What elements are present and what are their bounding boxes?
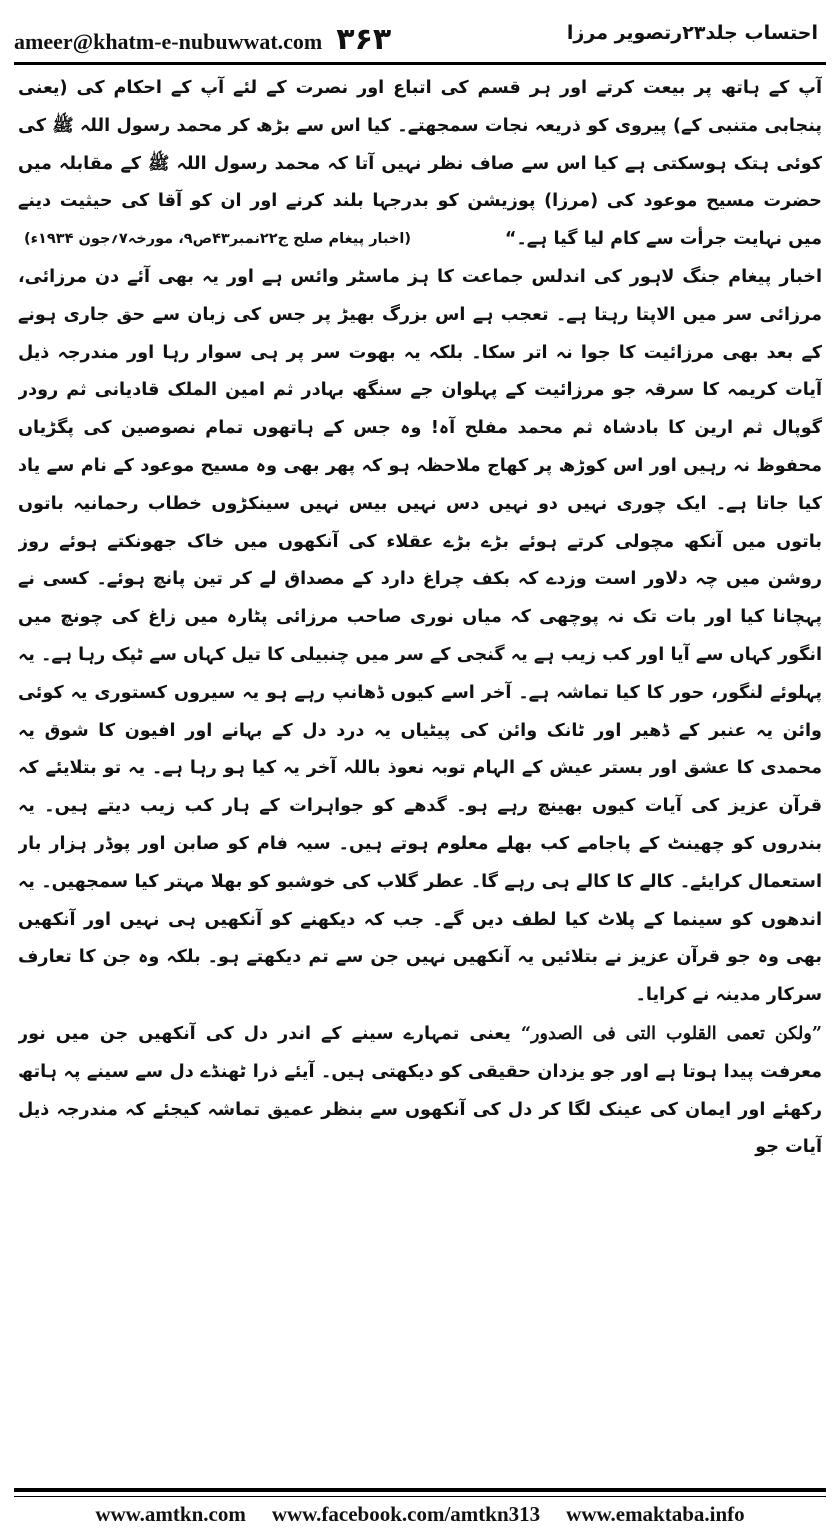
footer-link-emaktaba[interactable]: www.emaktaba.info [566,1502,745,1526]
page-number: ۳۶۳ [336,22,392,57]
footer-link-facebook[interactable]: www.facebook.com/amtkn313 [271,1502,541,1526]
page-footer [14,1488,826,1532]
book-title: احتساب جلد۲۳رتصویر مرزا [566,22,818,44]
paragraph-1-text: آپ کے ہاتھ پر بیعت کرتے اور ہر قسم کی اتباع اور نصرت کے لئے آپ کے احکام کی (یعنی پنجابی متنبی کے) پیروی کو ذریعہ نجات سمجھتے۔ کیا اس سے بڑھ کر محمد رسول اللہ ﷺ کی کوئی ہتک ہوسکتی ہے کیا اس سے صاف نظر نہیں آتا کہ محمد رسول اللہ ﷺ کے مقابلہ میں حضرت مسیح موعود کی (مرزا) پوزیشن کو بدرجہا بلند کرنے اور ان کو آقا کی حیثیت دینے میں نہایت جرأت سے کام لیا گیا ہے۔“ [18,78,822,250]
footer-divider-thin [14,1496,826,1497]
footer-links [14,1502,826,1527]
footer-divider-thick [14,1488,826,1492]
citation: (اخبار پیغام صلح ج۲۲نمبر۴۳ص۹، مورخہ۷؍جون ۱۹۳۴ء) [24,231,411,248]
header-email: ameer@khatm-e-nubuwwat.com [14,29,323,54]
footer-link-amtkn[interactable]: www.amtkn.com [95,1502,246,1526]
page-header [14,14,826,58]
paragraph-3-text: یعنی تمہارے سینے کے اندر دل کی آنکھیں جن میں نور معرفت پیدا ہوتا ہے اور جو یزدان حقیقی کو دیکھتی ہیں۔ آیئے ذرا ٹھنڈے دل سے سینے پہ ہاتھ رکھئے اور ایمان کی عینک لگا کر دل کی آنکھوں سے بنظر عمیق تماشہ کیجئے کہ مندرجہ ذیل آیات جو [18,1023,822,1158]
header-divider [14,62,826,65]
quranic-verse: ”ولکن تعمی القلوب التی فی الصدور“ [520,1022,822,1044]
paragraph-quote-continuation [18,70,822,259]
paragraph-3 [18,1015,822,1167]
header-left-group [14,22,391,57]
page-content [18,70,822,1482]
paragraph-2: اخبار پیغام جنگ لاہور کی اندلس جماعت کا ہز ماسٹر وائس ہے اور یہ بھی آئے دن مرزائی، مرزائی سر میں الاپتا رہتا ہے۔ تعجب ہے اس بزرگ بھیڑ پر جس کی زبان سے حق جاری ہونے کے بعد بھی مرزائیت کا جوا نہ اتر سکا۔ بلکہ یہ بھوت سر پر ہی سوار رہا اور مندرجہ ذیل آیات کریمہ کا سرقہ جو مرزائیت کے پہلوان جے سنگھ بہادر ثم امین الملک قادیانی ثم رودر گوپال ثم ارین کا بادشاہ ثم محمد مفلح آہ! وہ جس کے ہاتھوں تمام نصوصین کی پگڑیاں محفوظ نہ رہیں اور اس کوڑھ پر کھاج ملاحظہ ہو کہ پھر بھی وہ مسیح موعود کے نام سے یاد کیا جاتا ہے۔ ایک چوری نہیں دو نہیں دس نہیں بیس نہیں سینکڑوں خطاب رحمانیہ باتوں باتوں میں آنکھ مچولی کرتے ہوئے بڑے بڑے عقلاء کی آنکھوں میں خاک جھونکتے ہوئے روز روشن میں چہ دلاور است وزدے کہ بکف چراغ دارد کے مصداق لے کر تین پانچ ہوئے۔ کسی نے پہچانا کیا اور بات تک نہ پوچھی کہ میاں نوری صاحب مرزائی پٹارہ میں زاغ کی چونچ میں انگور کہاں سے آیا اور کب زیب ہے یہ گنجی کے سر میں چنبیلی کا تیل کہاں سے ٹپک رہا ہے۔ یہ پہلوئے لنگور، حور کا کیا تماشہ ہے۔ آخر اسے کیوں ڈھانپ رہے ہو یہ سیروں کستوری یہ کوئی وائن یہ عنبر کے ڈھیر اور ٹانک وائن کی پیٹیاں یہ درد دل کے بہانے اور افیون کا شوق یہ محمدی کا عشق اور بستر عیش کے الہام توبہ نعوذ باللہ آخر یہ کیا ہو رہا ہے۔ یہ تو بتلایئے کہ قرآن عزیز کی آیات کیوں بھینچ رہے ہو۔ گدھے کو جواہرات کے ہار کب زیب دیتے ہیں۔ یہ بندروں کو چھینٹ کے پاجامے کب بھلے معلوم ہوتے ہیں۔ سیہ فام کو صابن اور پوڈر ہزار بار استعمال کرایئے۔ کالے کا کالے ہی رہے گا۔ عطر گلاب کی خوشبو کو بھلا مہتر کیا سمجھیں۔ یہ اندھوں کو سینما کے پلاٹ کیا لطف دیں گے۔ جب کہ دیکھنے کو آنکھیں ہی نہیں اور آنکھیں بھی وہ جو قرآن عزیز نے بتلائیں یہ آنکھیں نہیں جن سے تم دیکھتے ہو۔ بلکہ وہ جن کا تعارف سرکار مدینہ نے کرایا۔ [18,266,822,1006]
